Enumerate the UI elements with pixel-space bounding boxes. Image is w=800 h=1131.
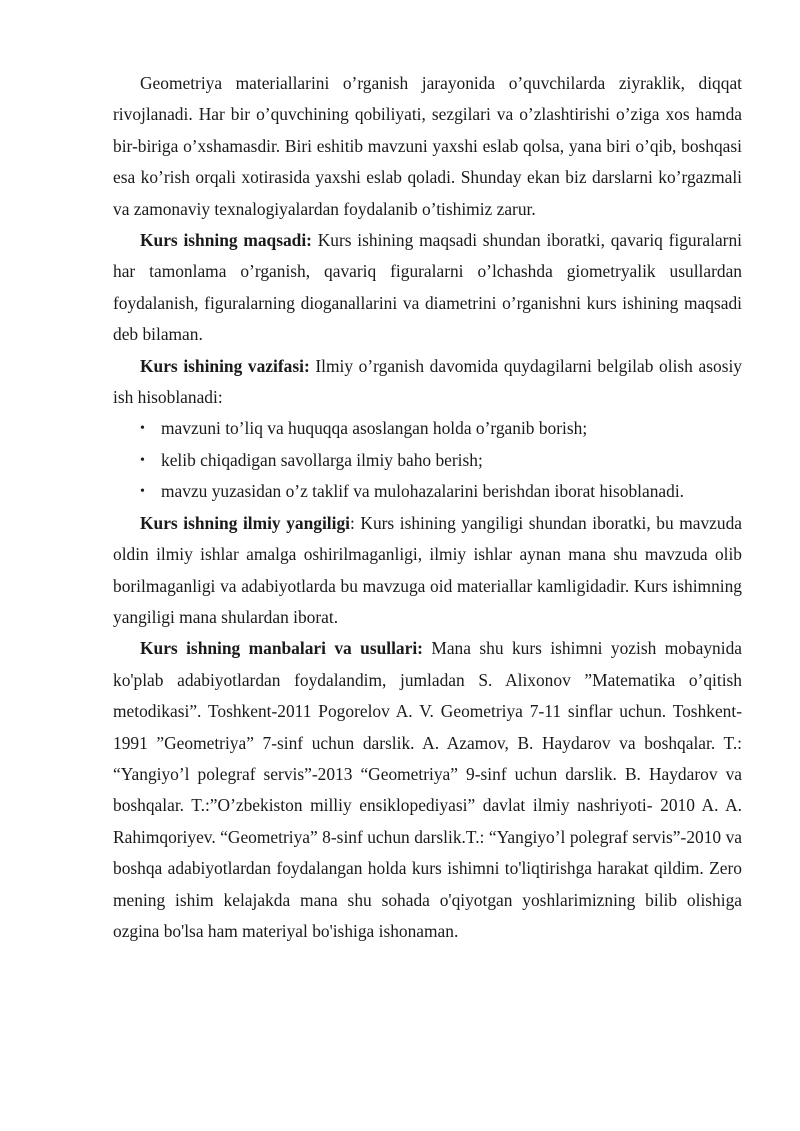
bullet-icon: • — [140, 452, 145, 468]
text-manba: Mana shu kurs ishimni yozish mobaynida ko'plab adabiyotlardan foydalandim, jumladan S. Alixonov ”Matematika o’qitish metodikasi”. Toshkent-2011 Pogorelov A. V. Geometriya 7-11 sinflar uchun. Toshkent-1991 ”Geometriya” 7-sinf uchun darslik. A. Azamov, B. Haydarov va boshqalar. T.: “Yangiyo’l polegraf servis”-2013 “Geometriya” 9-sinf uchun darslik. B. Haydarov va boshqalar. T.:”O’zbekiston milliy ensiklopediyasi” davlat ilmiy nashriyoti- 2010 A. A. Rahimqoriyev. “Geometriya” 8-sinf uchun darslik.T.: “Yangiyo’l polegraf servis”-2010 va boshqa adabiyotlardan foydalangan holda kurs ishimni to'liqtirishga harakat qildim. Zero mening ishim kelajakda mana shu sohada o'qiyotgan yoshlarimizning bilib olishiga ozgina bo'lsa ham materiyal bo'ishiga ishonaman. — [113, 638, 742, 941]
heading-vazifa: Kurs ishining vazifasi: — [140, 355, 310, 376]
list-item — [113, 413, 742, 444]
paragraph-intro: Geometriya materiallarini o’rganish jarayonida o’quvchilarda ziyraklik, diqqat rivojlanadi. Har bir o’quvchining qobiliyati, sezgilari va o’zlashtirishi o’ziga xos hamda bir-biriga o’xshamasdir. Biri eshitib mavzuni yaxshi eslab qolsa, yana biri o’qib, boshqasi esa ko’rish orqali xotirasida yaxshi eslab qoladi. Shunday ekan biz darslarni ko’rgazmali va zamonaviy texnalogiyalardan foydalanib o’tishimiz zarur. — [113, 73, 742, 219]
bullet-icon: • — [140, 484, 145, 500]
text-yangilik: : Kurs ishining yangiligi shundan iboratki, bu mavzuda oldin ilmiy ishlar amalga oshirilmaganligi, ilmiy ishlar aynan mana shu mavzuda olib borilmaganligi va adabiyotlarda bu mavzuga oid materiallar kamligidadir. Kurs ishimning yangiligi mana shulardan iborat. — [113, 512, 743, 627]
list-item-text: kelib chiqadigan savollarga ilmiy baho berish; — [161, 449, 483, 470]
paragraph-vazifa — [113, 351, 742, 414]
task-list — [113, 413, 742, 507]
heading-maqsad: Kurs ishning maqsadi: — [140, 230, 312, 251]
list-item-text: mavzu yuzasidan o’z taklif va mulohazalarini berishdan iborat hisoblanadi. — [161, 481, 684, 502]
heading-yangilik: Kurs ishning ilmiy yangiligi — [140, 512, 350, 533]
text-vazifa: Ilmiy o’rganish davomida quydagilarni belgilab olish asosiy ish hisoblanadi: — [113, 355, 742, 408]
paragraph-maqsad — [113, 225, 742, 351]
bullet-icon: • — [140, 421, 145, 437]
paragraph-yangilik — [113, 508, 742, 634]
text-maqsad: Kurs ishining maqsadi shundan iboratki, qavariq figuralarni har tamonlama o’rganish, qavariq figuralarni o’lchashda giometryalik usullardan foydalanish, figuralarning dioganallarini va diametrini o’rganishni kurs ishining maqsadi deb bilaman. — [113, 230, 742, 345]
heading-manba: Kurs ishning manbalari va usullari: — [140, 638, 423, 659]
list-item — [113, 445, 742, 476]
paragraph-manba — [113, 633, 742, 947]
list-item-text: mavzuni to’liq va huquqqa asoslangan holda o’rganib borish; — [161, 418, 588, 439]
list-item — [113, 476, 742, 507]
document-page — [113, 68, 742, 947]
